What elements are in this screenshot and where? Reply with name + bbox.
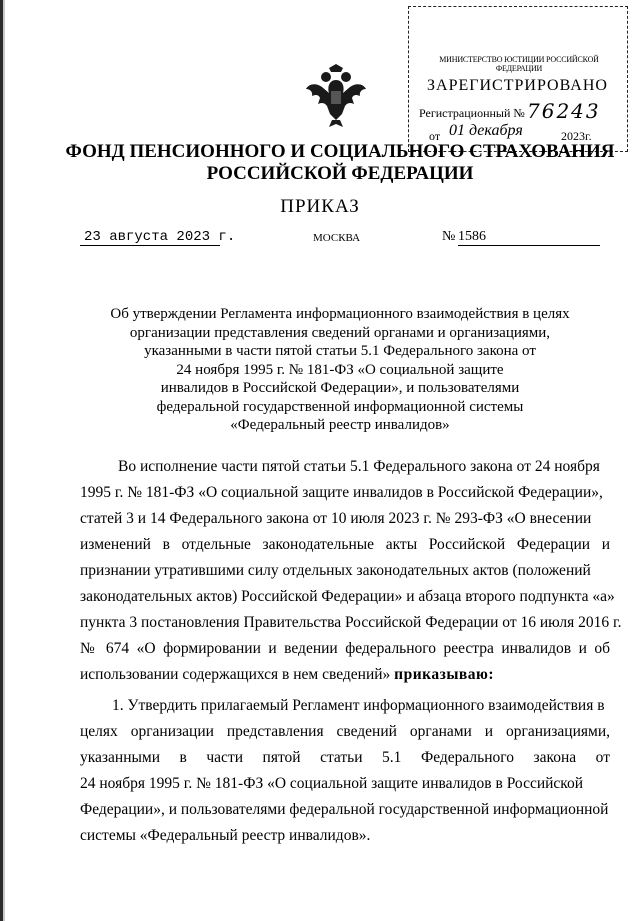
stamp-reg-number-label: Регистрационный №	[419, 106, 525, 120]
organization-name-line1: ФОНД ПЕНСИОННОГО И СОЦИАЛЬНОГО СТРАХОВАНИЯ	[65, 141, 615, 162]
body-line: целях организации представления сведений органами и организациями,	[80, 723, 610, 740]
city: МОСКВА	[313, 232, 361, 244]
body-line: Федерации», и пользователями федеральной государственной информационной	[80, 801, 609, 818]
order-subject	[95, 305, 585, 435]
subject-line: указанными в части пятой статьи 5.1 Федерального закона от	[144, 343, 536, 359]
body-line: 1995 г. № 181-ФЗ «О социальной защите инвалидов в Российской Федерации»,	[80, 484, 603, 501]
document-type: ПРИКАЗ	[280, 196, 360, 217]
body-line: № 674 «О формировании и ведении федерального реестра инвалидов и об	[80, 640, 610, 657]
subject-line: 24 ноября 1995 г. № 181-ФЗ «О социальной защите	[176, 361, 504, 378]
order-number-label: №	[442, 229, 456, 244]
subject-line: инвалидов в Российской Федерации», и пользователями	[160, 380, 520, 396]
subject-line: федеральной государственной информационной системы	[156, 398, 524, 415]
body-line: Во исполнение части пятой статьи 5.1 Федерального закона от 24 ноября	[118, 458, 600, 475]
body-line: 24 ноября 1995 г. № 181-ФЗ «О социальной защите инвалидов в Российской	[80, 775, 584, 792]
order-word: приказываю:	[394, 666, 495, 683]
registration-stamp	[408, 6, 628, 152]
stamp-registered: ЗАРЕГИСТРИРОВАНО	[427, 77, 608, 94]
body-line: законодательных актов) Российской Федерации» и абзаца второго подпункта «а»	[80, 588, 615, 605]
body-line: признании утратившими силу отдельных законодательных актов (положений	[80, 562, 591, 579]
number-underline	[458, 245, 600, 246]
body-line: указанными в части пятой статьи 5.1 Федерального закона от	[80, 749, 610, 766]
body-line: 1. Утвердить прилагаемый Регламент информационного взаимодействия в	[112, 697, 605, 714]
body-line	[80, 666, 494, 684]
body-line-text: использовании содержащихся в нем сведений»	[80, 666, 391, 683]
organization-name-line2: РОССИЙСКОЙ ФЕДЕРАЦИИ	[206, 163, 474, 184]
order-number: 1586	[458, 229, 486, 244]
subject-line: Об утверждении Регламента информационного взаимодействия в целях	[110, 306, 570, 322]
body-line: статей 3 и 14 Федерального закона от 10 июля 2023 г. № 293-ФЗ «О внесении	[80, 510, 592, 527]
subject-line: «Федеральный реестр инвалидов»	[230, 417, 450, 433]
body-line: системы «Федеральный реестр инвалидов».	[80, 827, 371, 844]
body-line: пункта 3 постановления Правительства Российской Федерации от 16 июля 2016 г.	[80, 614, 622, 631]
stamp-date-handwritten: 01 декабря	[449, 122, 523, 139]
date-underline	[80, 245, 220, 246]
stamp-date-year: 2023г.	[561, 129, 592, 143]
body-line: изменений в отдельные законодательные акты Российской Федерации и	[80, 536, 610, 553]
order-date: 23 августа 2023 г.	[84, 229, 236, 245]
subject-line: организации представления сведений органами и организациями,	[129, 324, 551, 341]
stamp-date-prefix: от	[429, 129, 441, 143]
scan-edge	[0, 0, 10, 921]
stamp-ministry: МИНИСТЕРСТВО ЮСТИЦИИ РОССИЙСКОЙ ФЕДЕРАЦИИ	[439, 55, 599, 73]
stamp-reg-number: 76243	[527, 99, 601, 123]
double-headed-eagle-emblem-icon	[300, 60, 372, 132]
